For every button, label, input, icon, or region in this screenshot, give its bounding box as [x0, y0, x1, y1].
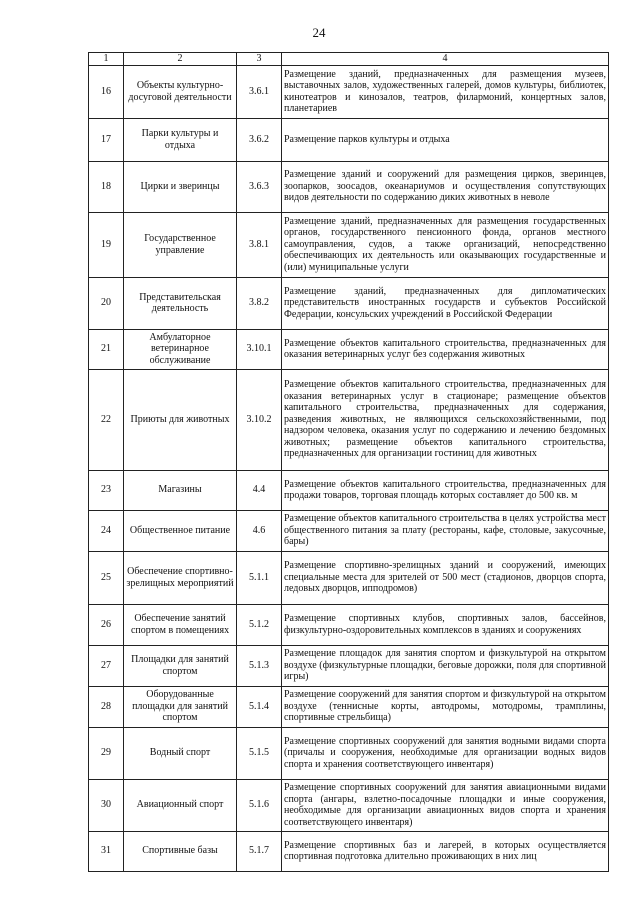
row-description: Размещение объектов капитального строительства, предназначенных для оказания ветеринарных услуг без содержания животных: [282, 329, 609, 369]
row-description: Размещение площадок для занятия спортом и физкультурой на открытом воздухе (физкультурные площадки, беговые дорожки, поля для спортивной игры): [282, 645, 609, 686]
row-name: Обеспечение спортивно-зрелищных мероприятий: [124, 551, 237, 604]
row-number: 22: [89, 369, 124, 470]
row-name: Авиационный спорт: [124, 779, 237, 831]
row-number: 30: [89, 779, 124, 831]
row-name: Представительская деятельность: [124, 277, 237, 329]
row-number: 27: [89, 645, 124, 686]
row-code: 5.1.6: [237, 779, 282, 831]
table-header-row: [89, 53, 609, 66]
table-row: [89, 369, 609, 470]
row-number: 18: [89, 161, 124, 212]
row-code: 3.6.2: [237, 118, 282, 161]
table-row: [89, 604, 609, 645]
row-code: 3.10.2: [237, 369, 282, 470]
row-name: Государственное управление: [124, 212, 237, 277]
row-name: Приюты для животных: [124, 369, 237, 470]
row-description: Размещение объектов капитального строительства, предназначенных для продажи товаров, торговая площадь которых составляет до 500 кв. м: [282, 470, 609, 510]
table-row: [89, 161, 609, 212]
row-number: 19: [89, 212, 124, 277]
row-name: Площадки для занятий спортом: [124, 645, 237, 686]
row-name: Оборудованные площадки для занятий спортом: [124, 686, 237, 727]
row-name: Магазины: [124, 470, 237, 510]
row-number: 23: [89, 470, 124, 510]
row-name: Цирки и зверинцы: [124, 161, 237, 212]
row-description: Размещение зданий, предназначенных для размещения государственных органов, государственного пенсионного фонда, органов местного самоуправления, судов, а также организаций, непосредственно обеспечивающих их деятельность или оказывающих государственные и (или) муниципальные услуги: [282, 212, 609, 277]
row-code: 5.1.3: [237, 645, 282, 686]
row-code: 5.1.2: [237, 604, 282, 645]
row-description: Размещение парков культуры и отдыха: [282, 118, 609, 161]
row-name: Водный спорт: [124, 727, 237, 779]
row-number: 21: [89, 329, 124, 369]
table-row: [89, 329, 609, 369]
row-code: 5.1.7: [237, 831, 282, 871]
table-row: [89, 470, 609, 510]
row-number: 20: [89, 277, 124, 329]
row-number: 25: [89, 551, 124, 604]
header-col-4: 4: [282, 53, 609, 66]
row-number: 26: [89, 604, 124, 645]
table-row: [89, 727, 609, 779]
row-code: 3.8.2: [237, 277, 282, 329]
row-name: Парки культуры и отдыха: [124, 118, 237, 161]
row-number: 28: [89, 686, 124, 727]
row-code: 4.4: [237, 470, 282, 510]
row-number: 31: [89, 831, 124, 871]
table-row: [89, 551, 609, 604]
row-description: Размещение объектов капитального строительства, предназначенных для оказания ветеринарных услуг в стационаре; размещение объектов капитального строительства, предназначенных для содержания, разведения животных, не являющихся сельскохозяйственными, под надзором человека, оказания услуг по содержанию и лечению бездомных животных; размещение объектов капитального строительства, предназначенных для организации гостиниц для животных: [282, 369, 609, 470]
row-description: Размещение зданий, предназначенных для дипломатических представительств иностранных государств и субъектов Российской Федерации, консульских учреждений в Российской Федерации: [282, 277, 609, 329]
row-code: 5.1.4: [237, 686, 282, 727]
row-code: 3.6.1: [237, 65, 282, 118]
row-description: Размещение зданий, предназначенных для размещения музеев, выставочных залов, художественных галерей, домов культуры, библиотек, кинотеатров и кинозалов, театров, филармоний, концертных залов, планетариев: [282, 65, 609, 118]
row-code: 5.1.1: [237, 551, 282, 604]
row-description: Размещение объектов капитального строительства в целях устройства мест общественного питания за плату (рестораны, кафе, столовые, закусочные, бары): [282, 510, 609, 551]
row-code: 3.6.3: [237, 161, 282, 212]
row-name: Общественное питание: [124, 510, 237, 551]
row-code: 3.10.1: [237, 329, 282, 369]
table-row: [89, 686, 609, 727]
table-row: [89, 65, 609, 118]
row-code: 4.6: [237, 510, 282, 551]
row-description: Размещение спортивно-зрелищных зданий и сооружений, имеющих специальные места для зрителей от 500 мест (стадионов, дворцов спорта, ледовых дворцов, ипподромов): [282, 551, 609, 604]
row-number: 17: [89, 118, 124, 161]
table-row: [89, 510, 609, 551]
table-row: [89, 645, 609, 686]
header-col-2: 2: [124, 53, 237, 66]
row-code: 3.8.1: [237, 212, 282, 277]
row-description: Размещение спортивных сооружений для занятия водными видами спорта (причалы и сооружения, необходимые для организации водных видов спорта и хранения соответствующего инвентаря): [282, 727, 609, 779]
row-name: Амбулаторное ветеринарное обслуживание: [124, 329, 237, 369]
row-name: Спортивные базы: [124, 831, 237, 871]
row-number: 29: [89, 727, 124, 779]
land-use-table: [88, 52, 609, 872]
table-row: [89, 277, 609, 329]
header-col-1: 1: [89, 53, 124, 66]
row-number: 24: [89, 510, 124, 551]
row-name: Обеспечение занятий спортом в помещениях: [124, 604, 237, 645]
row-description: Размещение спортивных сооружений для занятия авиационными видами спорта (ангары, взлетно-посадочные площадки и иные сооружения, необходимые для организации авиационных видов спорта и хранения соответствующего инвентаря): [282, 779, 609, 831]
header-col-3: 3: [237, 53, 282, 66]
table-row: [89, 831, 609, 871]
table-row: [89, 779, 609, 831]
table-row: [89, 212, 609, 277]
row-name: Объекты культурно-досуговой деятельности: [124, 65, 237, 118]
row-description: Размещение сооружений для занятия спортом и физкультурой на открытом воздухе (теннисные корты, автодромы, мотодромы, трамплины, спортивные стрельбища): [282, 686, 609, 727]
table-row: [89, 118, 609, 161]
page-number: 24: [312, 25, 326, 40]
row-number: 16: [89, 65, 124, 118]
row-description: Размещение спортивных клубов, спортивных залов, бассейнов, физкультурно-оздоровительных комплексов в зданиях и сооружениях: [282, 604, 609, 645]
row-code: 5.1.5: [237, 727, 282, 779]
row-description: Размещение спортивных баз и лагерей, в которых осуществляется спортивная подготовка длительно проживающих в них лиц: [282, 831, 609, 871]
row-description: Размещение зданий и сооружений для размещения цирков, зверинцев, зоопарков, зоосадов, океанариумов и осуществления сопутствующих видов деятельности по содержанию диких животных в неволе: [282, 161, 609, 212]
